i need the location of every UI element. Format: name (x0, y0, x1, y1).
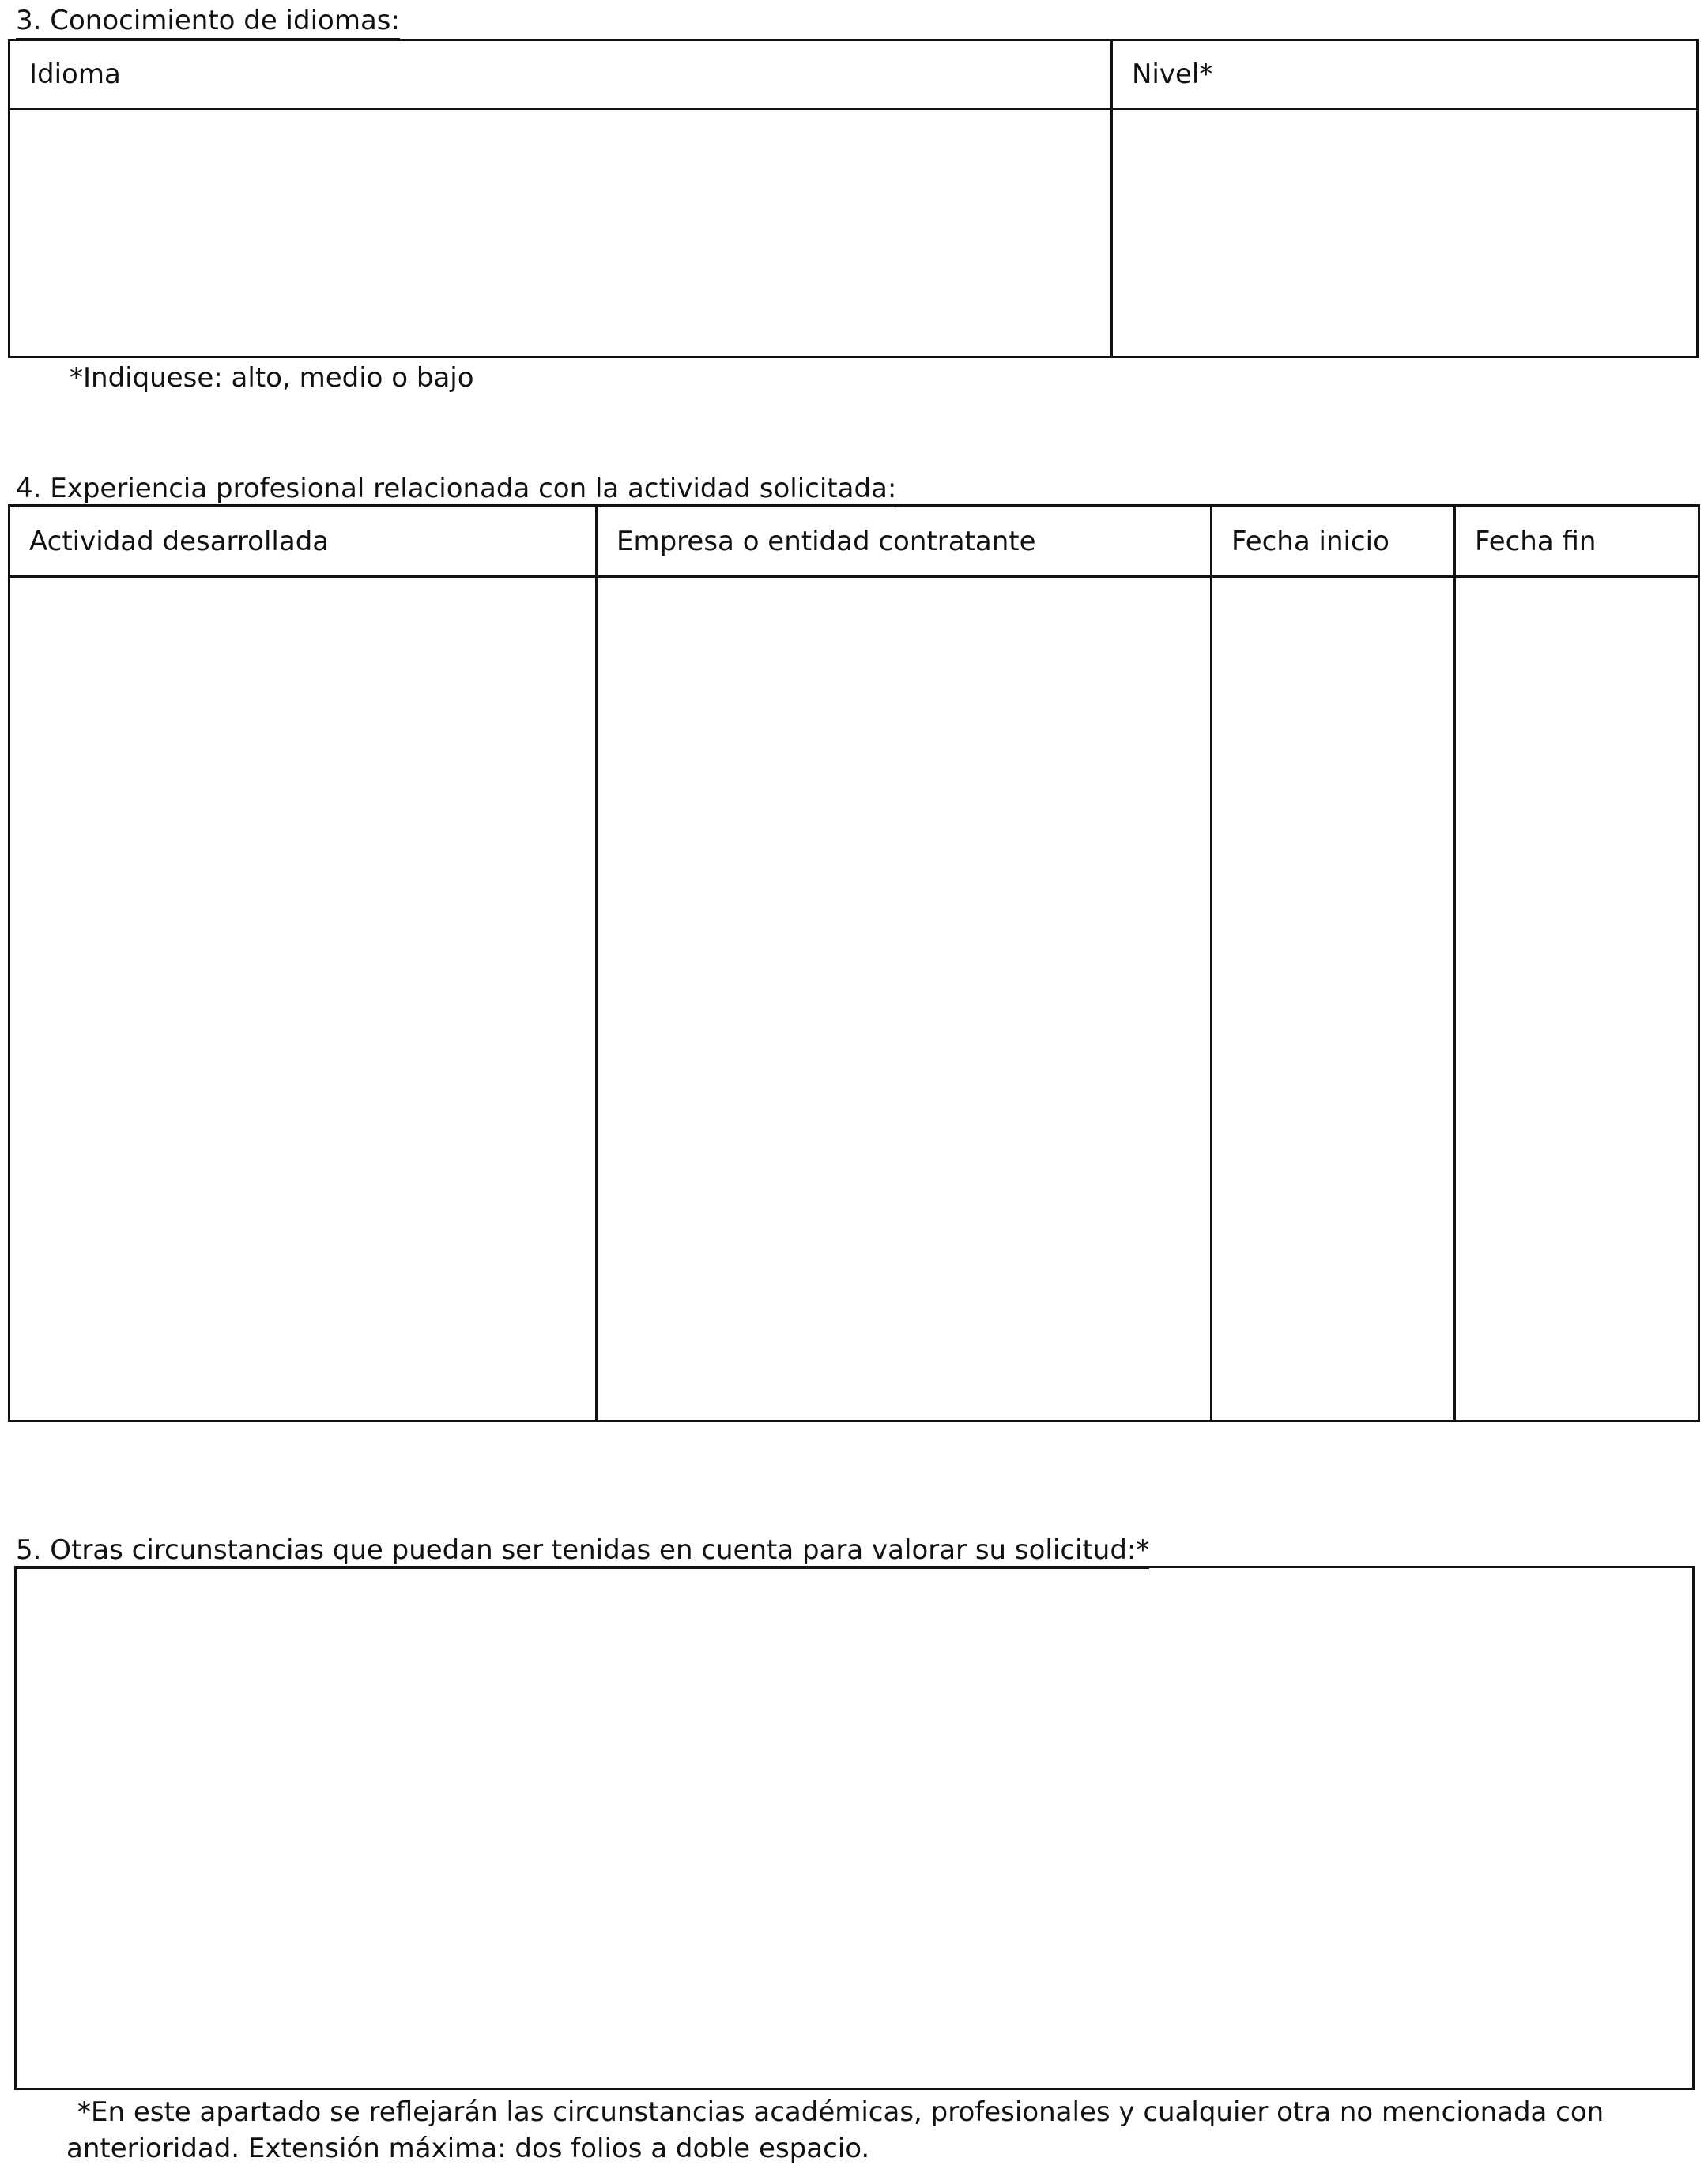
column-header-fecha-fin: Fecha fin (1455, 506, 1699, 577)
actividad-input-cell[interactable] (9, 577, 597, 1421)
section-5-note-line-1: *En este apartado se reflejarán las circunstancias académicas, profesionales y cualquier otra no mencionada con (77, 2096, 1604, 2128)
other-circumstances-box[interactable] (14, 1566, 1695, 2090)
section-4-title: 4. Experiencia profesional relacionada con la actividad solicitada: (16, 473, 896, 507)
fecha-inicio-input-cell[interactable] (1212, 577, 1455, 1421)
column-header-empresa: Empresa o entidad contratante (597, 506, 1212, 577)
idioma-input-cell[interactable] (9, 109, 1112, 357)
empresa-input-cell[interactable] (597, 577, 1212, 1421)
column-header-nivel: Nivel* (1112, 40, 1698, 109)
fecha-fin-input-cell[interactable] (1455, 577, 1699, 1421)
nivel-input-cell[interactable] (1112, 109, 1698, 357)
experience-table (8, 504, 1700, 1422)
column-header-actividad: Actividad desarrollada (9, 506, 597, 577)
section-5-title: 5. Otras circunstancias que puedan ser tenidas en cuenta para valorar su solicitud:* (16, 1534, 1149, 1569)
column-header-idioma: Idioma (9, 40, 1112, 109)
column-header-fecha-inicio: Fecha inicio (1212, 506, 1455, 577)
level-note: *Indiquese: alto, medio o bajo (70, 362, 474, 394)
languages-table (8, 39, 1699, 358)
section-3-title: 3. Conocimiento de idiomas: (16, 5, 400, 40)
section-5-note-line-2: anterioridad. Extensión máxima: dos folios a doble espacio. (66, 2133, 870, 2164)
